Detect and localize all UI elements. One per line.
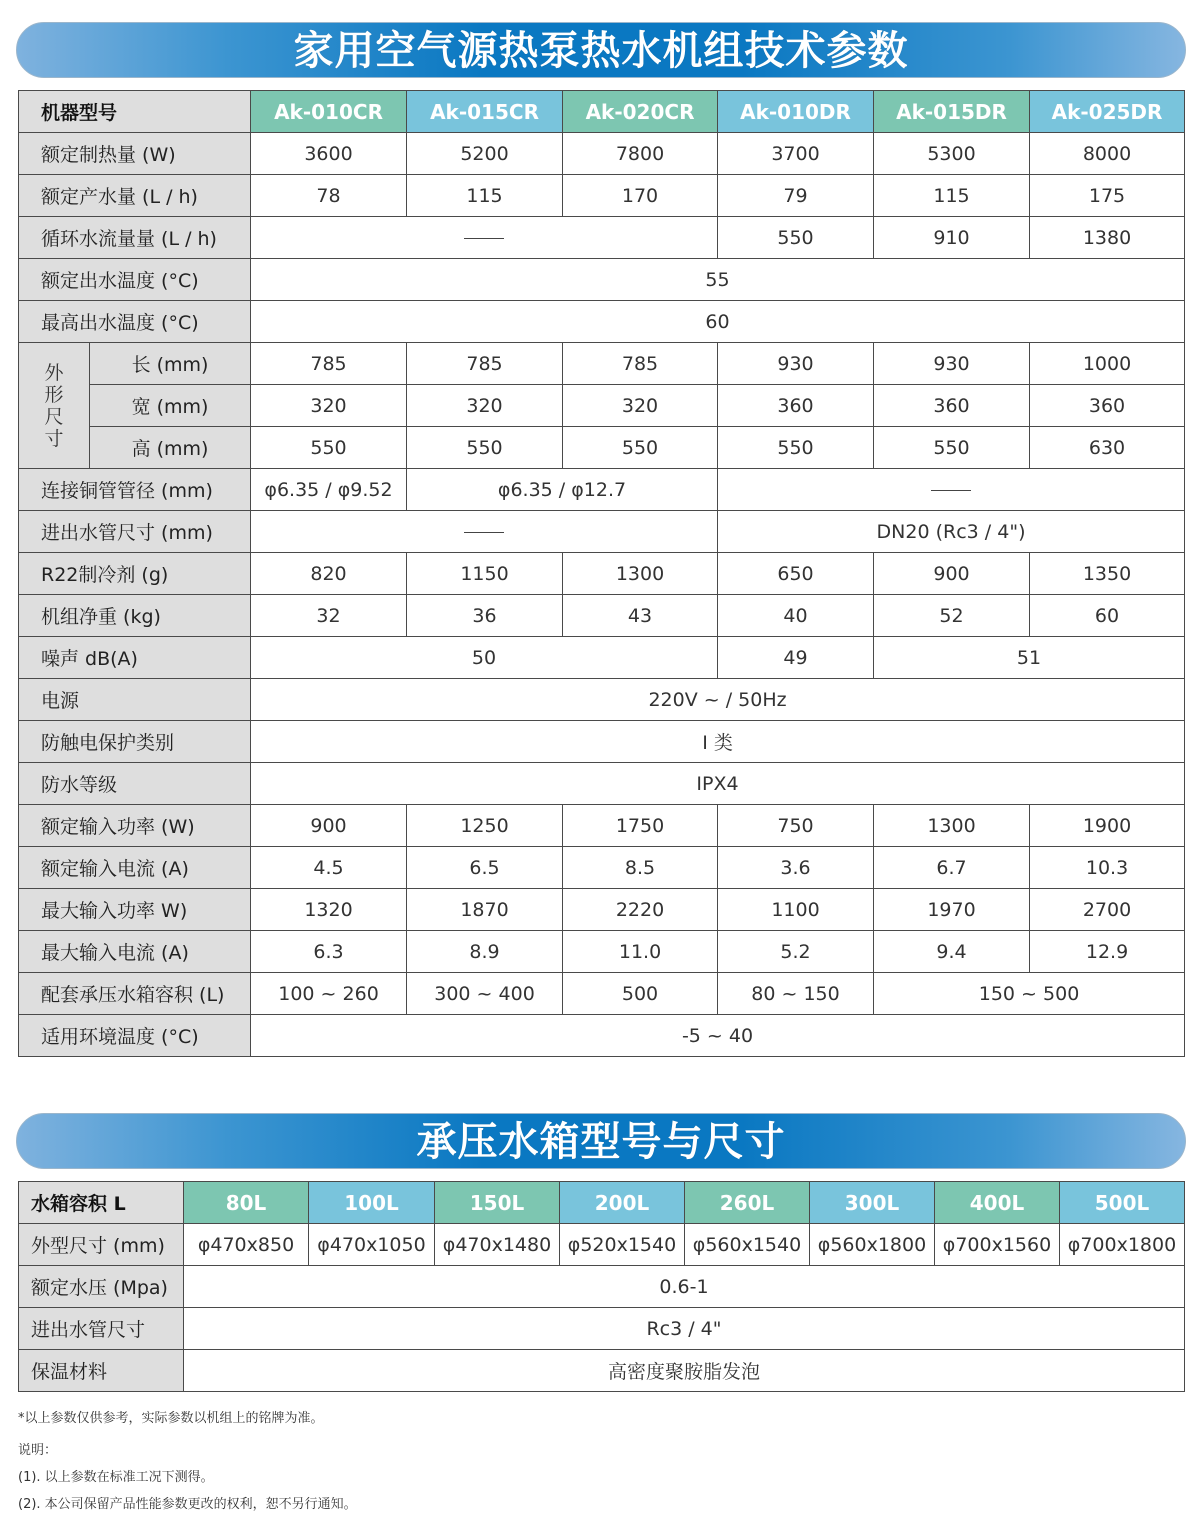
capacity-header: 80L [184,1182,309,1224]
table-row [19,175,1185,217]
dimensions-group-label: 外 形 尺 寸 [19,343,90,469]
row-label: 额定制热量 (W) [19,133,251,175]
row-label: 进出水管尺寸 [19,1308,184,1350]
cell: 1750 [563,805,718,847]
cell: DN20 (Rc3 / 4") [718,511,1185,553]
cell: 55 [251,259,1185,301]
row-label: 防触电保护类别 [19,721,251,763]
cell: 10.3 [1030,847,1185,889]
cell: 3600 [251,133,407,175]
row-label: 额定产水量 (L / h) [19,175,251,217]
row-label: 高 (mm) [90,427,251,469]
cell: 550 [718,427,874,469]
cell: 650 [718,553,874,595]
cell: 6.5 [407,847,563,889]
cell: 2700 [1030,889,1185,931]
notes-heading: 说明： [18,1443,58,1458]
cell: 40 [718,595,874,637]
cell: 550 [874,427,1030,469]
table-row [19,721,1185,763]
cell: 36 [407,595,563,637]
cell-not-applicable [718,469,1185,511]
table-header-row [19,91,1185,133]
cell: 6.7 [874,847,1030,889]
banner-tank-specs [16,1113,1186,1169]
cell: 3700 [718,133,874,175]
cell: 12.9 [1030,931,1185,973]
cell: 0.6-1 [184,1266,1185,1308]
cell: 1900 [1030,805,1185,847]
cell: 550 [563,427,718,469]
cell: φ470x850 [184,1224,309,1266]
cell: φ560x1540 [685,1224,810,1266]
table-row [19,469,1185,511]
heat-pump-spec-table [18,90,1185,1057]
model-header-label: 机器型号 [19,91,251,133]
cell: φ470x1050 [309,1224,435,1266]
row-label: 机组净重 (kg) [19,595,251,637]
table-row [19,889,1185,931]
cell: 52 [874,595,1030,637]
cell: 1350 [1030,553,1185,595]
row-label: 噪声 dB(A) [19,637,251,679]
row-label: 额定水压 (Mpa) [19,1266,184,1308]
row-label: 最高出水温度 (°C) [19,301,251,343]
capacity-header-label: 水箱容积 L [19,1182,184,1224]
cell: 630 [1030,427,1185,469]
row-label: 最大输入电流 (A) [19,931,251,973]
row-label: 连接铜管管径 (mm) [19,469,251,511]
cell: 1000 [1030,343,1185,385]
cell: 49 [718,637,874,679]
model-header: Ak-025DR [1030,91,1185,133]
cell: 500 [563,973,718,1015]
table-row [19,133,1185,175]
cell: 5200 [407,133,563,175]
cell: 550 [251,427,407,469]
row-label: 额定输入功率 (W) [19,805,251,847]
section-title: 承压水箱型号与尺寸 [416,1119,786,1165]
row-label: 长 (mm) [90,343,251,385]
table-row [19,805,1185,847]
cell: 320 [563,385,718,427]
cell: -5 ~ 40 [251,1015,1185,1057]
cell: 2220 [563,889,718,931]
table-row [19,763,1185,805]
dash-mark [931,490,971,491]
cell: 750 [718,805,874,847]
row-label: R22制冷剂 (g) [19,553,251,595]
pressure-tank-table [18,1181,1185,1392]
cell: 220V ~ / 50Hz [251,679,1185,721]
cell: 320 [251,385,407,427]
cell: 51 [874,637,1185,679]
row-label: 进出水管尺寸 (mm) [19,511,251,553]
cell: 170 [563,175,718,217]
cell: 1250 [407,805,563,847]
cell: 785 [251,343,407,385]
cell: 32 [251,595,407,637]
model-header: Ak-010CR [251,91,407,133]
page-title: 家用空气源热泵热水机组技术参数 [293,28,909,74]
cell: 高密度聚胺脂发泡 [184,1350,1185,1392]
cell: 785 [407,343,563,385]
cell: 910 [874,217,1030,259]
dash-mark [464,532,504,533]
cell-not-applicable [251,217,718,259]
cell: 550 [407,427,563,469]
cell: 8.9 [407,931,563,973]
cell: φ560x1800 [810,1224,935,1266]
cell: 8000 [1030,133,1185,175]
cell: 50 [251,637,718,679]
table-row [19,1308,1185,1350]
cell: 175 [1030,175,1185,217]
cell: 100 ~ 260 [251,973,407,1015]
cell: 1100 [718,889,874,931]
cell: 900 [874,553,1030,595]
cell: 6.3 [251,931,407,973]
capacity-header: 150L [435,1182,560,1224]
cell: 900 [251,805,407,847]
table-row [19,217,1185,259]
cell: φ470x1480 [435,1224,560,1266]
cell: 1380 [1030,217,1185,259]
table-row [19,553,1185,595]
row-label: 电源 [19,679,251,721]
cell: 8.5 [563,847,718,889]
row-label: 适用环境温度 (°C) [19,1015,251,1057]
model-header: Ak-015DR [874,91,1030,133]
capacity-header: 260L [685,1182,810,1224]
table-row [19,847,1185,889]
cell: 300 ~ 400 [407,973,563,1015]
cell: 4.5 [251,847,407,889]
cell: I 类 [251,721,1185,763]
cell: 1870 [407,889,563,931]
note-item: (2). 本公司保留产品性能参数更改的权利，恕不另行通知。 [18,1497,357,1512]
cell: 320 [407,385,563,427]
dash-mark [464,238,504,239]
cell: 930 [718,343,874,385]
row-label: 最大输入功率 W) [19,889,251,931]
table-row [19,259,1185,301]
cell: 150 ~ 500 [874,973,1185,1015]
cell: φ700x1560 [935,1224,1060,1266]
cell: 5300 [874,133,1030,175]
disclaimer-note: *以上参数仅供参考，实际参数以机组上的铭牌为准。 [18,1411,324,1426]
cell: IPX4 [251,763,1185,805]
cell: 550 [718,217,874,259]
cell: 60 [251,301,1185,343]
row-label: 额定输入电流 (A) [19,847,251,889]
cell: 115 [407,175,563,217]
cell: 43 [563,595,718,637]
banner-heat-pump-specs [16,22,1186,78]
table-row [19,511,1185,553]
cell: φ6.35 / φ12.7 [407,469,718,511]
capacity-header: 200L [560,1182,685,1224]
cell: φ700x1800 [1060,1224,1185,1266]
cell: 79 [718,175,874,217]
table-row [19,1266,1185,1308]
table-row [19,637,1185,679]
cell: 360 [874,385,1030,427]
cell: 360 [1030,385,1185,427]
capacity-header: 400L [935,1182,1060,1224]
cell: φ6.35 / φ9.52 [251,469,407,511]
cell: 1970 [874,889,1030,931]
cell: 9.4 [874,931,1030,973]
cell: Rc3 / 4" [184,1308,1185,1350]
capacity-header: 100L [309,1182,435,1224]
cell: 1320 [251,889,407,931]
row-label: 循环水流量量 (L / h) [19,217,251,259]
cell: 80 ~ 150 [718,973,874,1015]
table-row [19,1224,1185,1266]
table-row [19,385,1185,427]
note-item: (1). 以上参数在标准工况下测得。 [18,1470,214,1485]
cell: 7800 [563,133,718,175]
table-row [19,679,1185,721]
cell: 11.0 [563,931,718,973]
cell: 820 [251,553,407,595]
table-row [19,427,1185,469]
cell: 115 [874,175,1030,217]
capacity-header: 300L [810,1182,935,1224]
table-row [19,1350,1185,1392]
row-label: 额定出水温度 (°C) [19,259,251,301]
table-row [19,595,1185,637]
cell: 3.6 [718,847,874,889]
cell: 930 [874,343,1030,385]
cell: φ520x1540 [560,1224,685,1266]
table-row [19,931,1185,973]
cell: 1150 [407,553,563,595]
cell: 1300 [874,805,1030,847]
cell: 78 [251,175,407,217]
cell: 360 [718,385,874,427]
table-row [19,973,1185,1015]
cell: 785 [563,343,718,385]
cell: 5.2 [718,931,874,973]
cell: 1300 [563,553,718,595]
model-header: Ak-010DR [718,91,874,133]
cell-not-applicable [251,511,718,553]
model-header: Ak-015CR [407,91,563,133]
row-label: 宽 (mm) [90,385,251,427]
table-header-row [19,1182,1185,1224]
table-row [19,301,1185,343]
row-label: 保温材料 [19,1350,184,1392]
cell: 60 [1030,595,1185,637]
model-header: Ak-020CR [563,91,718,133]
table-row [19,1015,1185,1057]
table-row [19,343,1185,385]
row-label: 外型尺寸 (mm) [19,1224,184,1266]
row-label: 防水等级 [19,763,251,805]
row-label: 配套承压水箱容积 (L) [19,973,251,1015]
capacity-header: 500L [1060,1182,1185,1224]
